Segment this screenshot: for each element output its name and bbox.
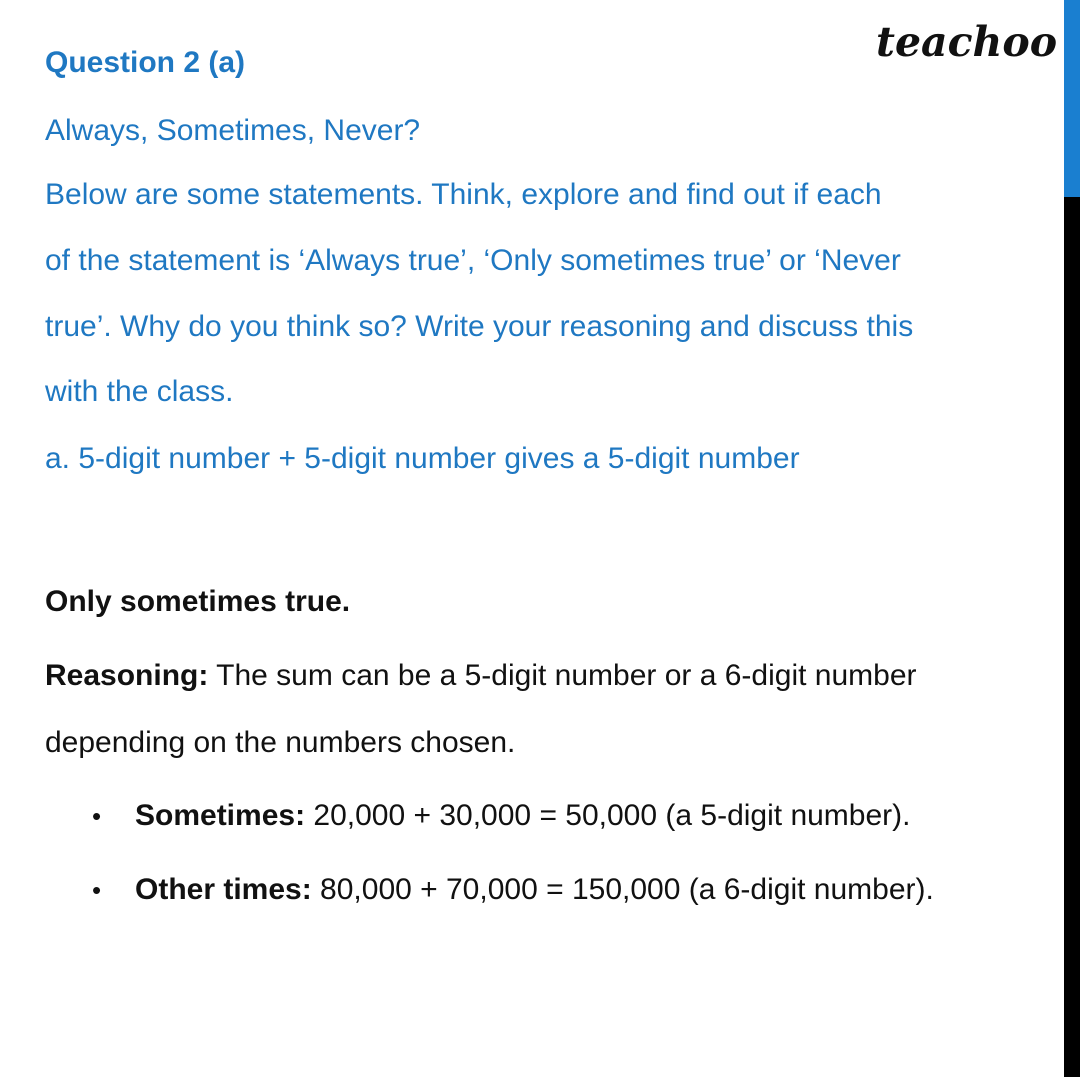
question-line-3: of the statement is ‘Always true’, ‘Only sometimes true’ or ‘Never bbox=[45, 244, 901, 277]
bullet-text-sometimes: 20,000 + 30,000 = 50,000 (a 5-digit number). bbox=[305, 799, 911, 832]
bullet-label-other-times: Other times: bbox=[135, 873, 312, 906]
reasoning-line-1 bbox=[45, 658, 917, 694]
question-line-2: Below are some statements. Think, explore and find out if each bbox=[45, 178, 882, 211]
bullet-dot-icon: • bbox=[92, 801, 102, 831]
question-statement-a: a. 5-digit number + 5-digit number gives a 5-digit number bbox=[45, 442, 800, 475]
reasoning-text-1: The sum can be a 5-digit number or a 6-digit number bbox=[208, 659, 917, 692]
teachoo-logo: teachoo bbox=[876, 18, 1058, 66]
question-title: Question 2 (a) bbox=[45, 46, 246, 79]
bullet-label-sometimes: Sometimes: bbox=[135, 799, 306, 832]
question-line-1: Always, Sometimes, Never? bbox=[45, 114, 421, 147]
side-accent-bar-blue bbox=[1064, 0, 1080, 197]
question-line-5: with the class. bbox=[45, 375, 234, 408]
side-accent-bar-black bbox=[1064, 197, 1080, 1077]
question-line-4: true’. Why do you think so? Write your reasoning and discuss this bbox=[45, 310, 914, 343]
bullet-item-sometimes bbox=[135, 798, 910, 834]
bullet-text-other-times: 80,000 + 70,000 = 150,000 (a 6-digit number). bbox=[311, 873, 934, 906]
reasoning-line-2: depending on the numbers chosen. bbox=[45, 726, 516, 759]
bullet-dot-icon: • bbox=[92, 875, 102, 905]
bullet-item-other-times bbox=[135, 872, 934, 908]
answer-verdict: Only sometimes true. bbox=[45, 585, 351, 618]
reasoning-label: Reasoning: bbox=[45, 659, 209, 692]
